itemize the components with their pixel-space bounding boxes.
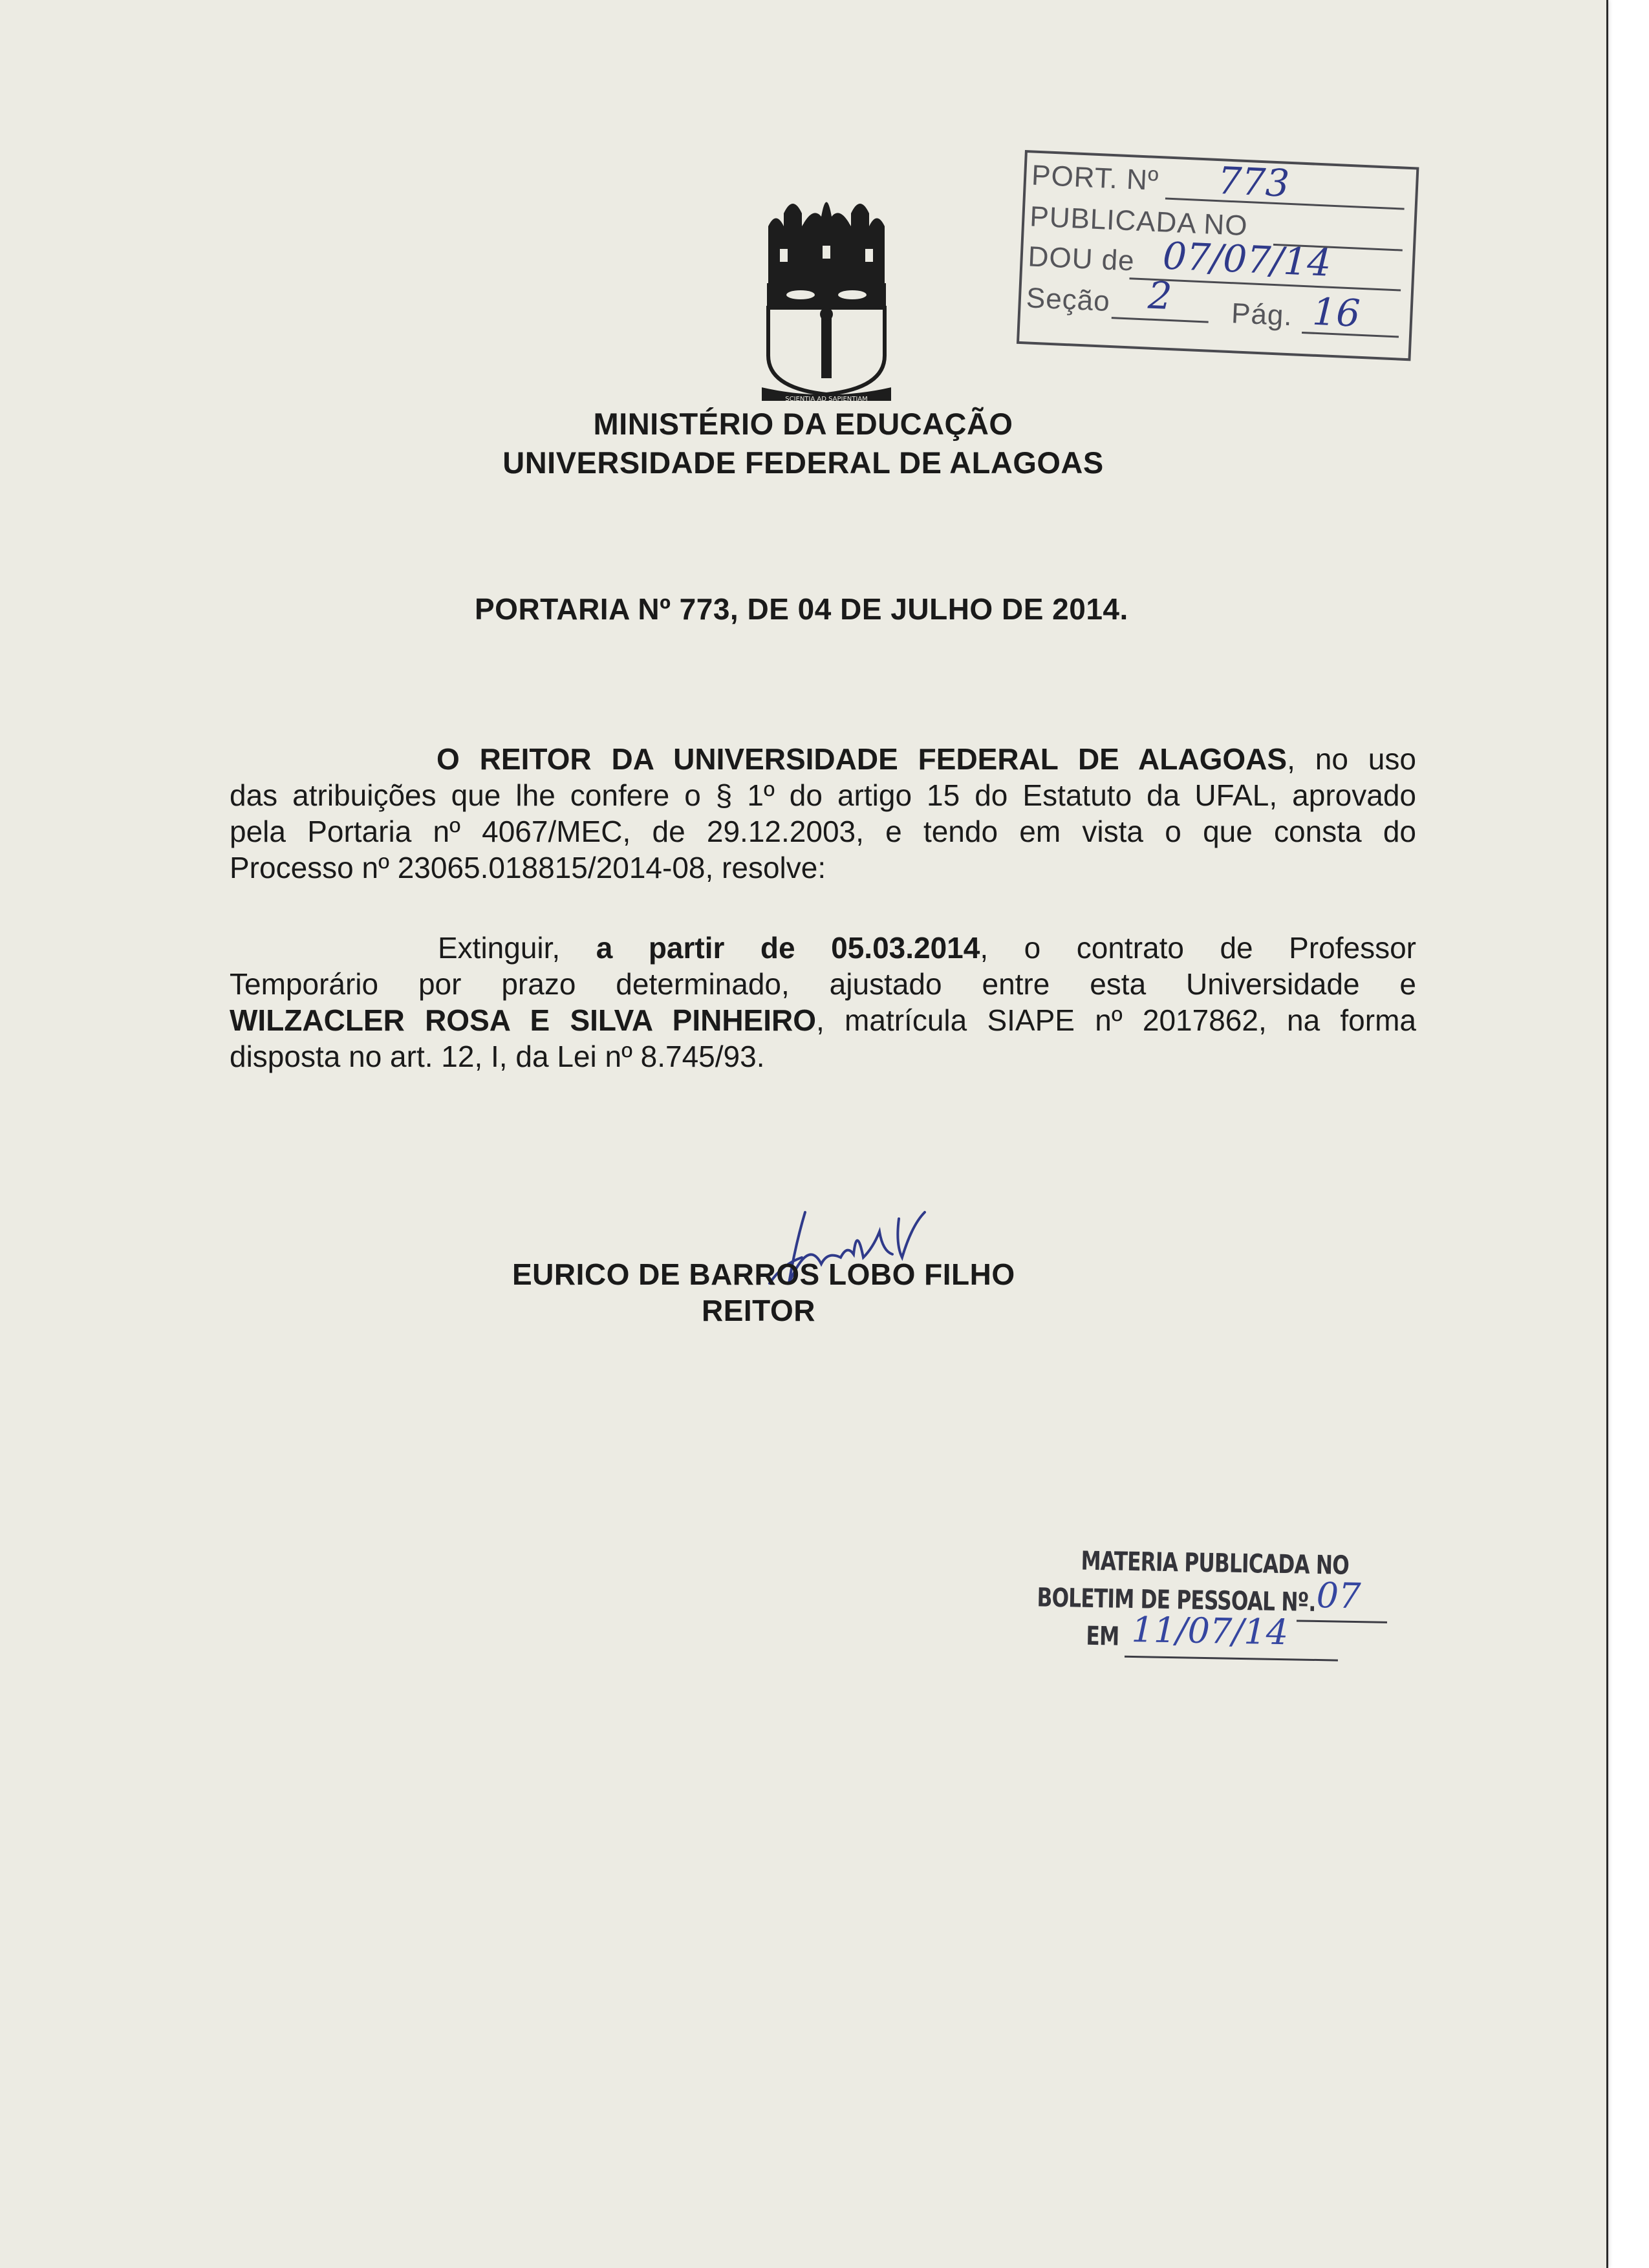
boletim-line-1: MATERIA PUBLICADA NO [1081, 1546, 1350, 1581]
ministry-heading: MINISTÉRIO DA EDUCAÇÃO [593, 407, 1013, 441]
preamble-line-2: das atribuições que lhe confere o § 1º do artigo 15 do Estatuto da UFAL, aprovado [230, 778, 1416, 812]
resolution-date: a partir de 05.03.2014 [596, 931, 980, 965]
pag-handwritten: 16 [1311, 289, 1361, 336]
seal-motto: SCIENTIA AD SAPIENTIAM [785, 396, 868, 401]
dou-publication-stamp [1017, 150, 1419, 361]
port-label: PORT. Nº [1031, 159, 1160, 197]
preamble-line-1 [230, 741, 1416, 777]
dou-date-handwritten: 07/07/14 [1161, 233, 1332, 285]
dou-label: DOU de [1027, 241, 1136, 277]
document-title: PORTARIA Nº 773, DE 04 DE JULHO DE 2014. [475, 592, 1128, 626]
signer-role: REITOR [702, 1294, 815, 1327]
preamble-text: , no uso [1287, 742, 1416, 776]
resolution-text: , o contrato de Professor [980, 931, 1416, 965]
university-heading: UNIVERSIDADE FEDERAL DE ALAGOAS [502, 445, 1104, 480]
resolution-line-2: Temporário por prazo determinado, ajustado entre esta Universidade e [230, 967, 1416, 1001]
resolution-line-1 [230, 930, 1416, 966]
stamp-line [1297, 1620, 1387, 1623]
boletim-number-handwritten: 07 [1316, 1574, 1361, 1617]
em-label: EM [1086, 1621, 1119, 1652]
boletim-publication-stamp [1024, 1539, 1388, 1700]
stamp-line [1125, 1656, 1338, 1662]
employee-name: WILZACLER ROSA E SILVA PINHEIRO [230, 1003, 817, 1037]
resolution-line-3 [230, 1002, 1416, 1038]
preamble-line-3: pela Portaria nº 4067/MEC, de 29.12.2003, e tendo em vista o que consta do [230, 815, 1416, 848]
preamble-paragraph [230, 741, 1416, 886]
boletim-label: BOLETIM DE PESSOAL Nº. [1037, 1583, 1316, 1618]
preamble-subject: O REITOR DA UNIVERSIDADE FEDERAL DE ALAGOAS [436, 742, 1288, 776]
resolution-text: Extinguir, [438, 931, 561, 965]
resolution-paragraph [230, 930, 1416, 1075]
boletim-date-handwritten: 11/07/14 [1131, 1609, 1289, 1653]
resolution-text: , matrícula SIAPE nº 2017862, na forma [816, 1003, 1416, 1037]
port-number-handwritten: 773 [1216, 158, 1291, 206]
secao-handwritten: 2 [1147, 273, 1173, 319]
signer-name: EURICO DE BARROS LOBO FILHO [512, 1257, 1015, 1291]
secao-label: Seção [1025, 282, 1111, 317]
university-seal-icon [762, 187, 891, 401]
preamble-line-4: Processo nº 23065.018815/2014-08, resolve: [230, 851, 826, 884]
publicada-label: PUBLICADA NO [1029, 200, 1249, 242]
page-edge [1606, 0, 1608, 2268]
resolution-line-4: disposta no art. 12, I, da Lei nº 8.745/93. [230, 1040, 765, 1073]
pag-label: Pág. [1231, 297, 1293, 332]
